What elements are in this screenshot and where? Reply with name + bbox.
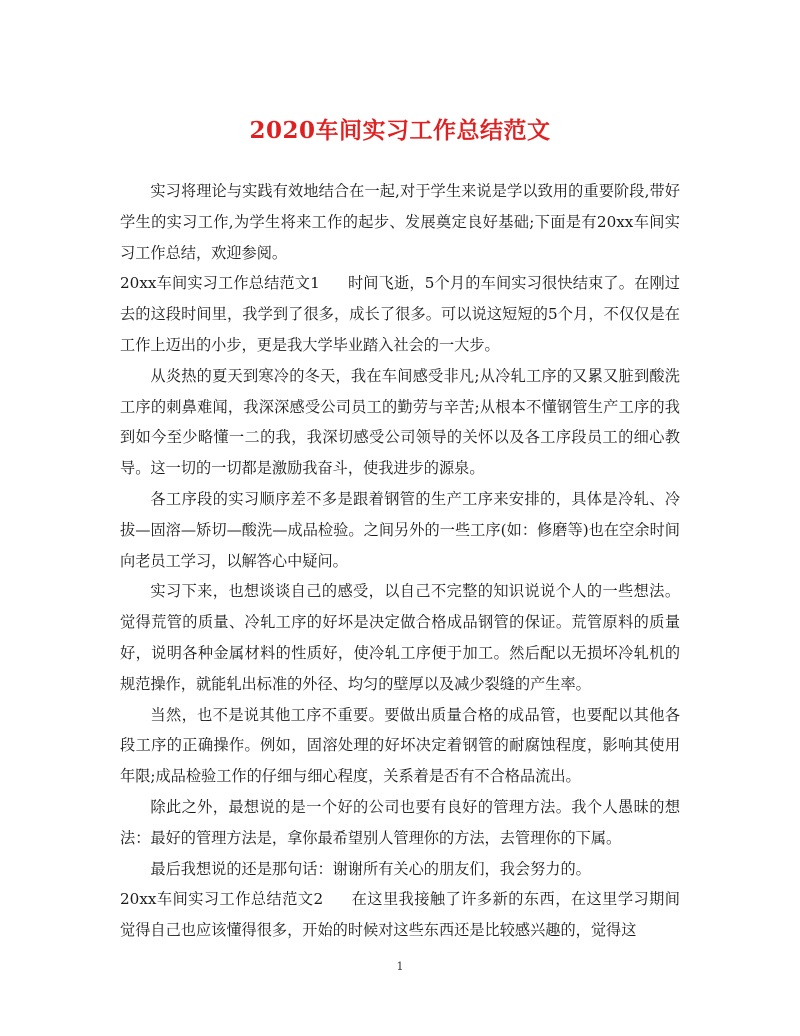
document-title: 2020车间实习工作总结范文 bbox=[249, 117, 551, 144]
document-body bbox=[120, 176, 680, 946]
paragraph-section-2-start bbox=[120, 884, 680, 946]
paragraph-2: 从炎热的夏天到寒冷的冬天，我在车间感受非凡;从冷轧工序的又累又脏到酸洗工序的刺鼻难闻，我深深感受公司员工的勤劳与辛苦;从根本不懂钢管生产工序的我到如今至少略懂一二的我，我深切感受公司领导的关怀以及各工序段员工的细心教导。这一切的一切都是激励我奋斗，使我进步的源泉。 bbox=[120, 366, 680, 478]
paragraph-3: 各工序段的实习顺序差不多是跟着钢管的生产工序来安排的，具体是冷轧、冷拔—固溶—矫切—酸洗—成品检验。之间另外的一些工序(如：修磨等)也在空余时间向老员工学习，以解答心中疑问。 bbox=[120, 489, 680, 570]
paragraph-4: 实习下来，也想谈谈自己的感受，以自己不完整的知识说说个人的一些想法。觉得荒管的质量、冷轧工序的好坏是决定做合格成品钢管的保证。荒管原料的质量好，说明各种金属材料的性质好，使冷轧工序便于加工。然后配以无损坏冷轧机的规范操作，就能轧出标准的外径、均匀的壁厚以及减少裂缝的产生率。 bbox=[120, 582, 680, 693]
section-1-text: 时间飞逝，5个月的车间实习很快结束了。在刚过去的这段时间里，我学到了很多，成长了很多。可以说这短短的5个月，不仅仅是在工作上迈出的小步，更是我大学毕业踏入社会的一大步。 bbox=[120, 274, 680, 354]
section-heading-2: 20xx车间实习工作总结范文2 bbox=[120, 890, 324, 909]
paragraph-6: 除此之外，最想说的是一个好的公司也要有良好的管理方法。我个人愚昧的想法：最好的管理方法是，拿你最希望别人管理你的方法，去管理你的下属。 bbox=[120, 797, 680, 847]
paragraph-section-1-start bbox=[120, 268, 680, 360]
paragraph-5: 当然，也不是说其他工序不重要。要做出质量合格的成品管，也要配以其他各段工序的正确操作。例如，固溶处理的好坏决定着钢管的耐腐蚀程度，影响其使用年限;成品检验工作的仔细与细心程度，关系着是否有不合格品流出。 bbox=[120, 705, 680, 786]
paragraph-7: 最后我想说的还是那句话：谢谢所有关心的朋友们，我会努力的。 bbox=[150, 859, 591, 878]
section-2-text: 在这里我接触了许多新的东西，在这里学习期间觉得自己也应该懂得很多，开始的时候对这些东西还是比较感兴趣的，觉得这 bbox=[120, 890, 680, 940]
paragraph-intro: 实习将理论与实践有效地结合在一起,对于学生来说是学以致用的重要阶段,带好学生的实习工作,为学生将来工作的起步、发展奠定良好基础;下面是有20xx车间实习工作总结，欢迎参阅。 bbox=[120, 182, 680, 262]
page-number: 1 bbox=[396, 960, 404, 973]
section-heading-1: 20xx车间实习工作总结范文1 bbox=[120, 274, 320, 293]
